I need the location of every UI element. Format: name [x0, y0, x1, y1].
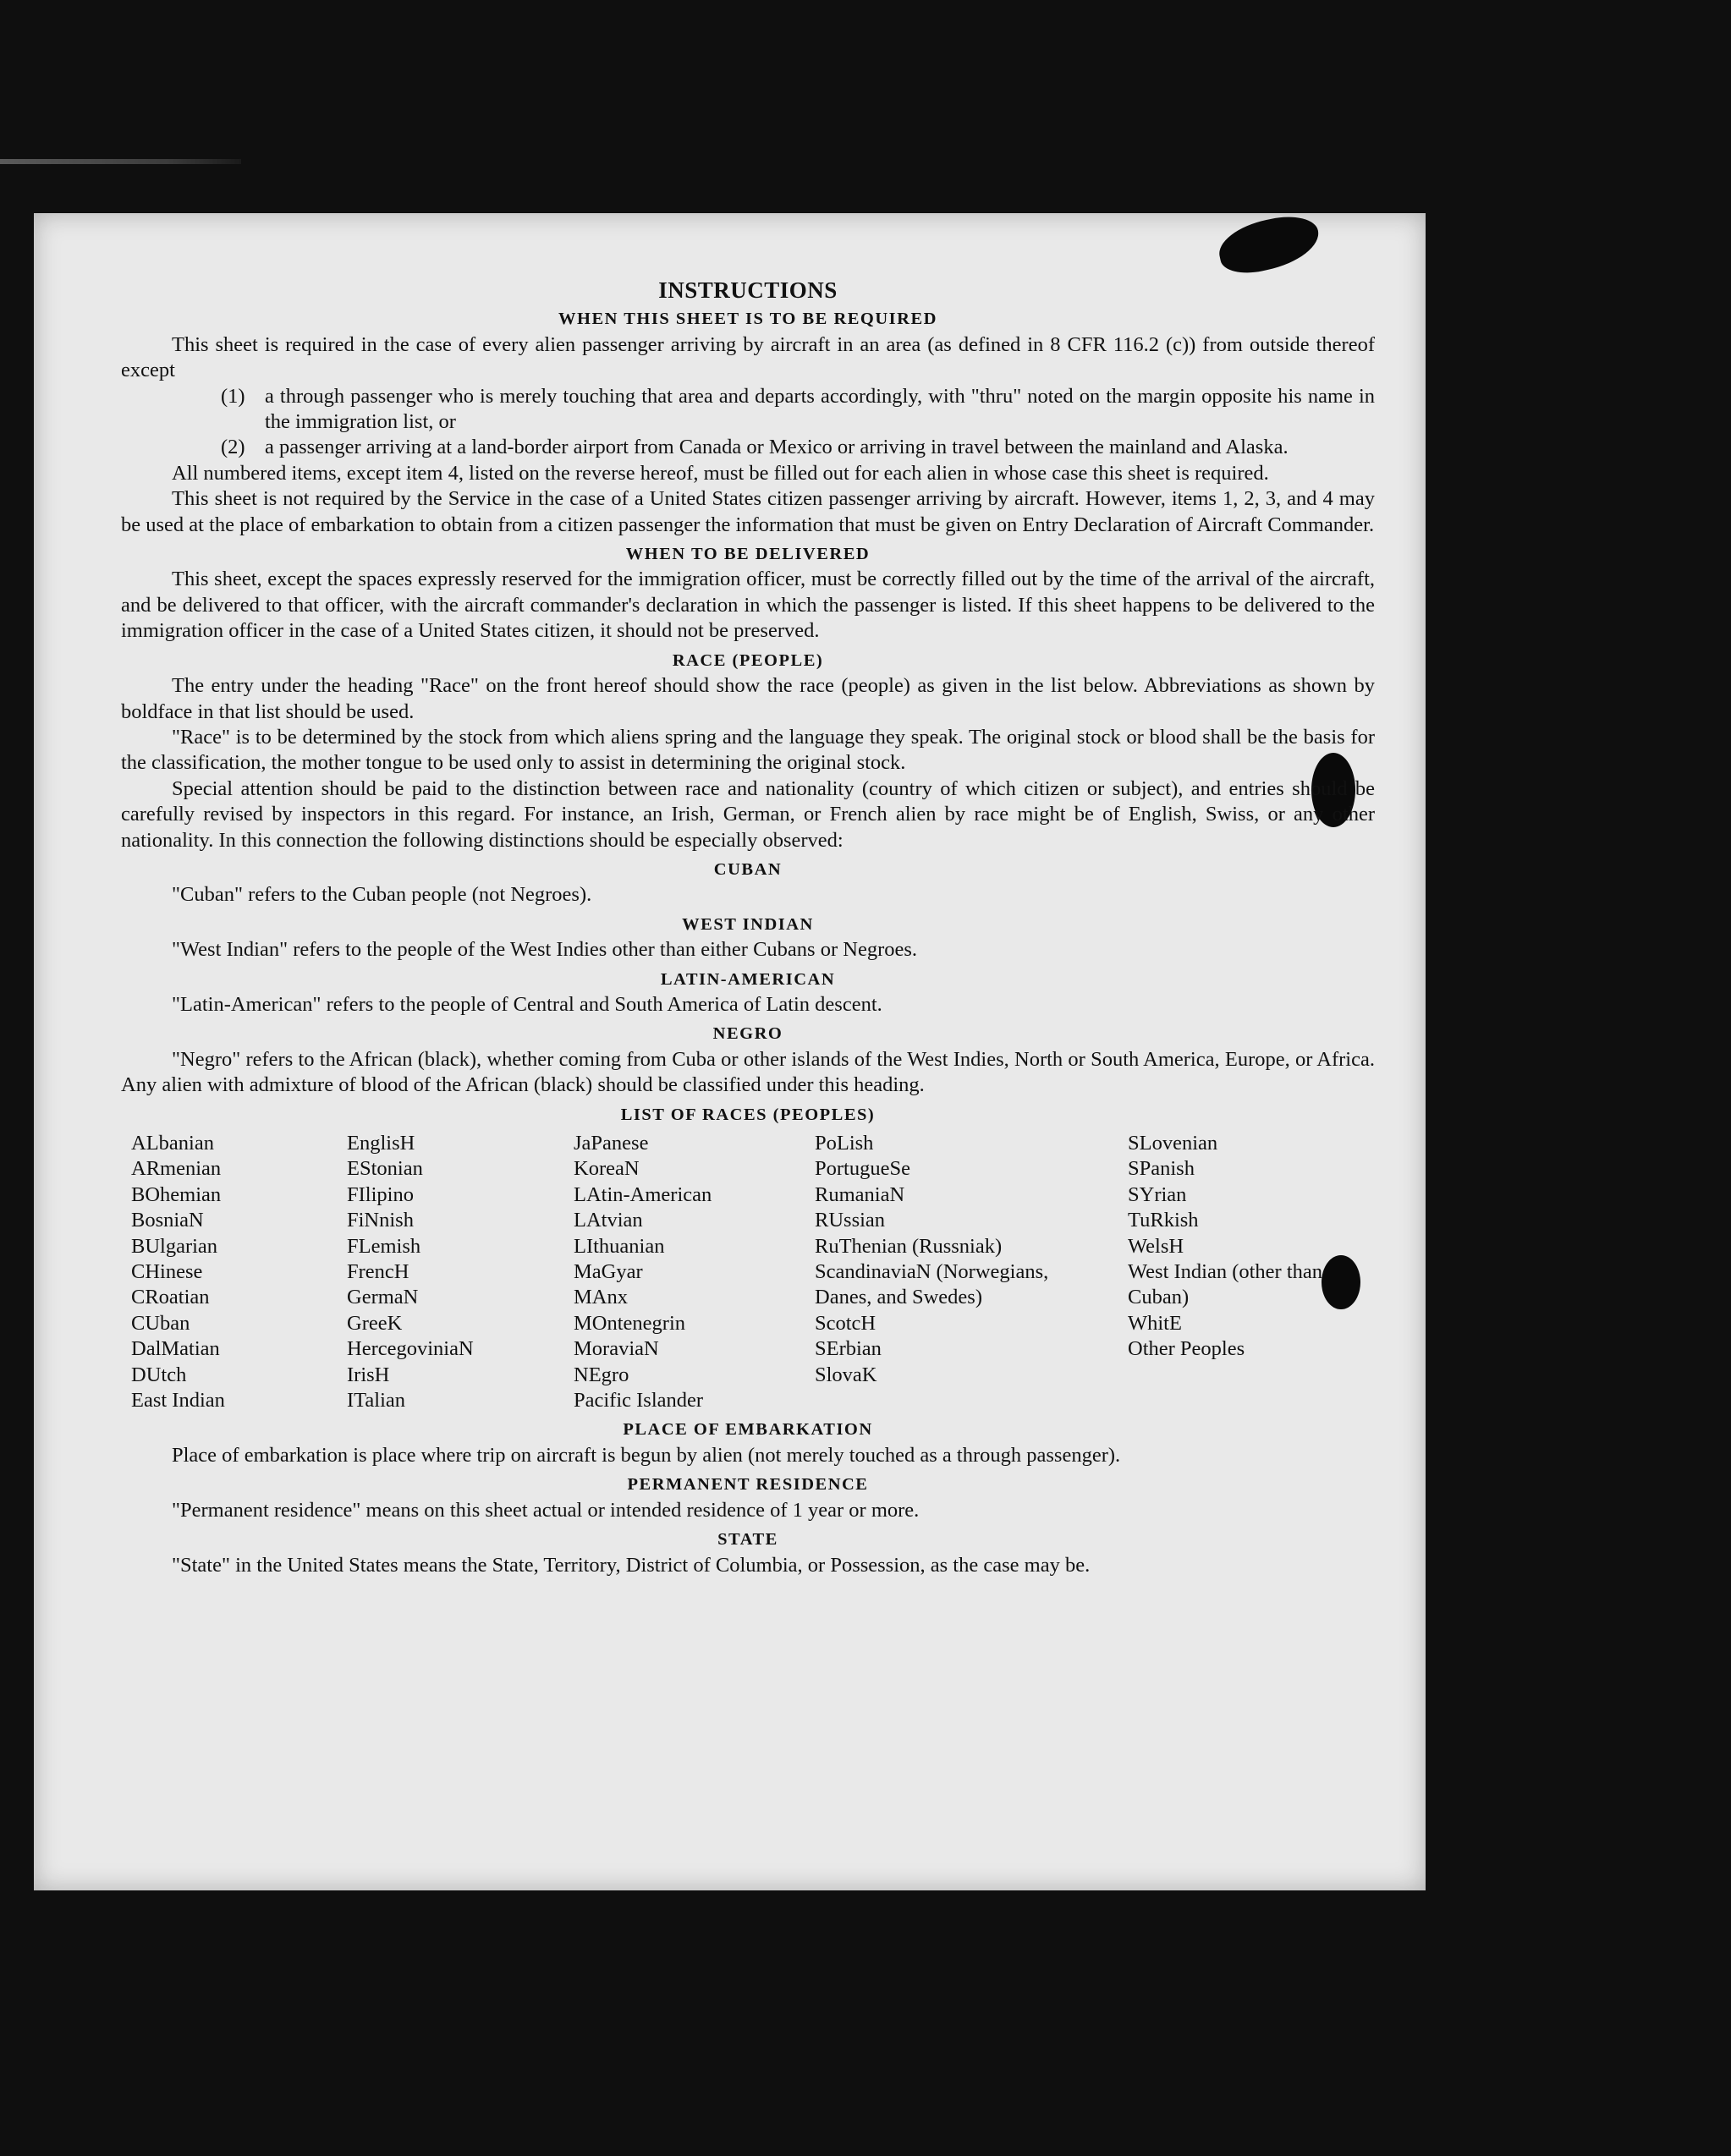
- paragraph: Place of embarkation is place where trip on aircraft is begun by alien (not merely touched as a through passenger).: [172, 1443, 1121, 1467]
- race-item: CRoatian: [131, 1286, 210, 1309]
- race-item: EStonian: [347, 1157, 423, 1181]
- item-text: a through passenger who is merely touching that area and departs accordingly, with "thru" noted on the margin opposite his name in the immigration list, or: [265, 384, 1375, 434]
- race-item: BOhemian: [131, 1182, 222, 1206]
- ink-blot: [1214, 210, 1323, 279]
- race-item: BosniaN: [131, 1209, 204, 1232]
- section-heading: WEST INDIAN: [682, 914, 814, 934]
- race-item: KoreaN: [574, 1157, 640, 1181]
- document-body: [121, 277, 1375, 1578]
- list-item: [121, 384, 1375, 436]
- race-item: MOntenegrin: [574, 1311, 685, 1335]
- race-item: GermaN: [347, 1286, 419, 1309]
- race-item: Other Peoples: [1128, 1337, 1245, 1361]
- race-item: DUtch: [131, 1363, 187, 1386]
- race-item: GreeK: [347, 1311, 403, 1335]
- instruction-sheet: [34, 213, 1426, 1890]
- section-heading: LATIN-AMERICAN: [660, 969, 836, 989]
- item-text: a passenger arriving at a land-border airport from Canada or Mexico or arriving in travel between the mainland and Alaska.: [265, 436, 1289, 459]
- race-item: LAtin-American: [574, 1182, 712, 1206]
- race-item: BUlgarian: [131, 1234, 218, 1258]
- race-item: MoraviaN: [574, 1337, 659, 1361]
- race-item: SlovaK: [815, 1363, 877, 1386]
- race-column: [131, 1131, 347, 1413]
- paragraph: "Cuban" refers to the Cuban people (not Negroes).: [172, 883, 592, 907]
- race-item: JaPanese: [574, 1132, 649, 1155]
- race-item: ALbanian: [131, 1132, 214, 1155]
- section-heading: NEGRO: [712, 1024, 783, 1044]
- race-item: LAtvian: [574, 1209, 643, 1232]
- race-column: [1128, 1131, 1385, 1413]
- race-list: [131, 1131, 1375, 1413]
- paragraph: This sheet, except the spaces expressly reserved for the immigration officer, must be correctly filled out by the time of the arrival of the aircraft, and be delivered to that officer, with the aircraft commander's declaration in which the passenger is listed. If this sheet happens to be delivered to the immigration officer in the case of a United States citizen, it should not be preserved.: [121, 568, 1375, 643]
- race-item: NEgro: [574, 1363, 629, 1386]
- race-item: SLovenian: [1128, 1132, 1218, 1155]
- scanner-edge-strip: [0, 159, 241, 164]
- race-item: MaGyar: [574, 1260, 643, 1284]
- race-item: HercegoviniaN: [347, 1337, 474, 1361]
- race-item: DalMatian: [131, 1337, 220, 1361]
- paragraph: The entry under the heading "Race" on the front hereof should show the race (people) as given in the list below. Abbreviations as shown by boldface in that list should be used.: [121, 674, 1375, 723]
- paragraph: "Race" is to be determined by the stock from which aliens spring and the language they speak. The original stock or blood shall be the basis for the classification, the mother tongue to be used only to assist in determining the original stock.: [121, 725, 1375, 775]
- race-item: FiNnish: [347, 1209, 414, 1232]
- section-heading: PERMANENT RESIDENCE: [627, 1475, 869, 1495]
- race-item: East Indian: [131, 1389, 225, 1413]
- section-heading: RACE (PEOPLE): [672, 650, 824, 670]
- race-item: MAnx: [574, 1286, 628, 1309]
- item-number: (2): [221, 436, 245, 459]
- race-item: West Indian (other than Cuban): [1128, 1260, 1323, 1309]
- paragraph: This sheet is not required by the Service in the case of a United States citizen passenger arriving by aircraft. However, items 1, 2, 3, and 4 may be used at the place of embarkation to obtain from a citizen passenger the information that must be given on Entry Declaration of Aircraft Commander.: [121, 487, 1375, 536]
- paragraph: "Latin-American" refers to the people of Central and South America of Latin descent.: [172, 992, 882, 1016]
- race-column: [574, 1131, 815, 1413]
- race-item: RuThenian (Russniak): [815, 1234, 1003, 1258]
- race-item: SErbian: [815, 1337, 882, 1361]
- race-item: PortugueSe: [815, 1157, 910, 1181]
- paragraph: "Negro" refers to the African (black), whether coming from Cuba or other islands of the West Indies, North or South America, Europe, or Africa. Any alien with admixture of blood of the African (black) should be classified under this heading.: [121, 1047, 1375, 1097]
- race-item: LIthuanian: [574, 1234, 665, 1258]
- race-item: ITalian: [347, 1389, 406, 1413]
- section-heading: WHEN TO BE DELIVERED: [625, 545, 871, 564]
- race-column: [815, 1131, 1128, 1413]
- race-item: CUban: [131, 1311, 190, 1335]
- paragraph: This sheet is required in the case of every alien passenger arriving by aircraft in an area (as defined in 8 CFR 116.2 (c)) from outside thereof except: [121, 332, 1375, 382]
- section-heading: CUBAN: [713, 859, 783, 879]
- race-item: SYrian: [1128, 1182, 1187, 1206]
- race-item: WelsH: [1128, 1234, 1184, 1258]
- page-title: INSTRUCTIONS: [658, 277, 838, 303]
- race-item: EnglisH: [347, 1132, 415, 1155]
- race-column: [347, 1131, 574, 1413]
- section-heading: LIST OF RACES (PEOPLES): [620, 1105, 876, 1124]
- item-number: (1): [221, 384, 245, 408]
- race-item: FrencH: [347, 1260, 409, 1284]
- race-item: RumaniaN: [815, 1182, 905, 1206]
- race-item: TuRkish: [1128, 1209, 1199, 1232]
- race-item: FIlipino: [347, 1182, 414, 1206]
- race-item: Pacific Islander: [574, 1389, 704, 1413]
- race-item: WhitE: [1128, 1311, 1182, 1335]
- race-item: ScotcH: [815, 1311, 876, 1335]
- race-item: SPanish: [1128, 1157, 1195, 1181]
- race-item: PoLish: [815, 1132, 874, 1155]
- paragraph: All numbered items, except item 4, listed on the reverse hereof, must be filled out for each alien in whose case this sheet is required.: [172, 461, 1269, 485]
- section-heading: WHEN THIS SHEET IS TO BE REQUIRED: [558, 310, 937, 329]
- paragraph: "Permanent residence" means on this sheet actual or intended residence of 1 year or more.: [172, 1498, 920, 1522]
- section-heading: STATE: [717, 1530, 778, 1550]
- race-item: ScandinaviaN (Norwegians, Danes, and Swedes): [815, 1260, 1049, 1309]
- race-item: IrisH: [347, 1363, 390, 1386]
- paragraph: Special attention should be paid to the distinction between race and nationality (country of which citizen or subject), and entries should be carefully revised by inspectors in this regard. For instance, an Irish, German, or French alien by race might be of English, Swiss, or any other nationality. In this connection the following distinctions should be especially observed:: [121, 776, 1375, 852]
- section-heading: PLACE OF EMBARKATION: [623, 1420, 873, 1440]
- paragraph: "West Indian" refers to the people of the West Indies other than either Cubans or Negroes.: [172, 938, 918, 962]
- race-item: FLemish: [347, 1234, 421, 1258]
- race-item: RUssian: [815, 1209, 886, 1232]
- list-item: [121, 435, 1375, 460]
- race-item: ARmenian: [131, 1157, 222, 1181]
- race-item: CHinese: [131, 1260, 203, 1284]
- paragraph: "State" in the United States means the State, Territory, District of Columbia, or Possession, as the case may be.: [172, 1553, 1091, 1577]
